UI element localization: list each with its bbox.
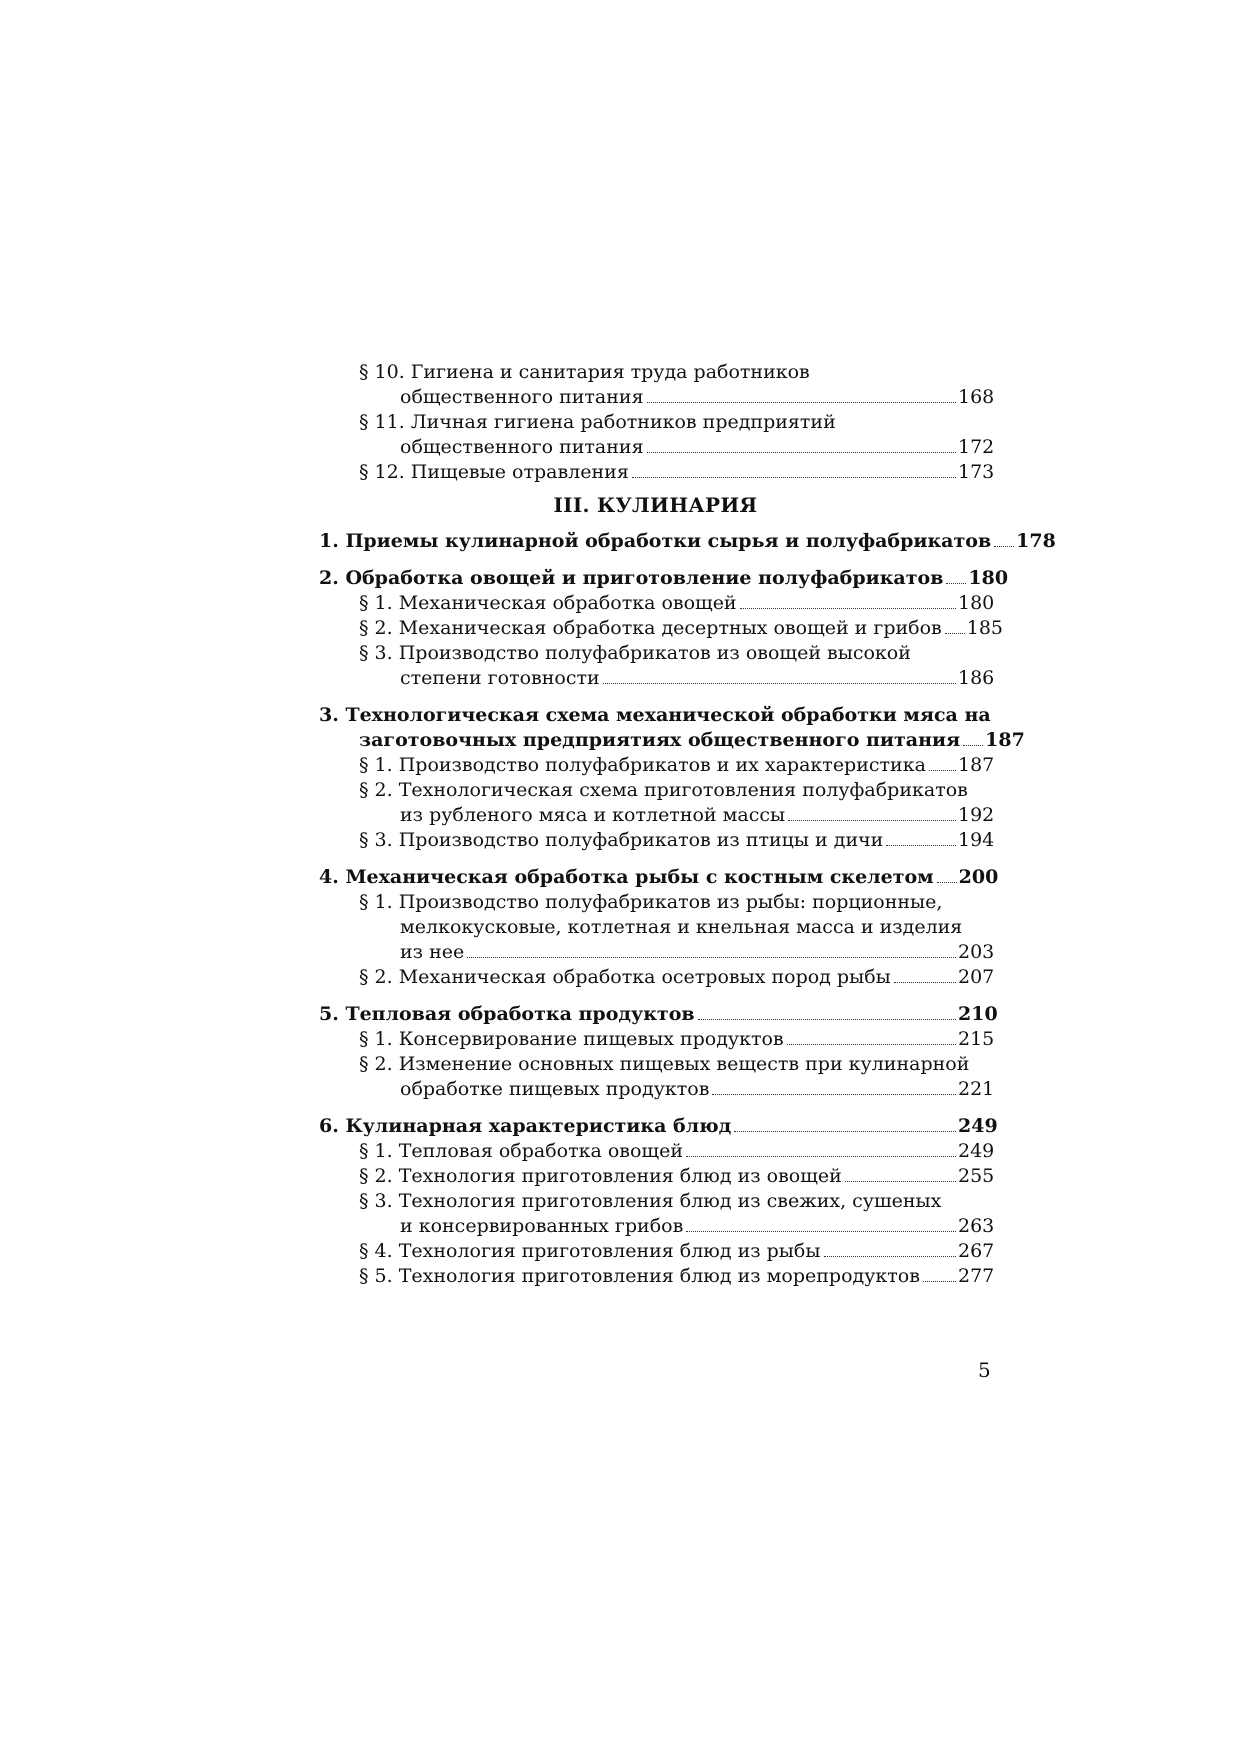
toc-leader-dots — [937, 882, 957, 883]
toc-entry — [319, 803, 995, 828]
toc-entry-page: 187 — [958, 754, 995, 776]
toc-entry-page: 249 — [958, 1115, 998, 1137]
toc-entry-page: 277 — [958, 1265, 995, 1287]
toc-entry-title: 5. Тепловая обработка продуктов — [319, 1003, 695, 1025]
toc-entry-page: 200 — [958, 866, 999, 888]
toc-entry-title: § 1. Механическая обработка овощей — [359, 592, 737, 614]
toc-entry-title: § 2. Изменение основных пищевых веществ при кулинарной — [359, 1053, 970, 1075]
toc-entry-title: общественного питания — [400, 386, 644, 408]
toc-leader-dots — [788, 820, 956, 821]
toc-leader-dots — [647, 402, 956, 403]
toc-entry-title: 4. Механическая обработка рыбы с костным скелетом — [319, 866, 934, 888]
toc-entry-page: 187 — [985, 729, 1025, 751]
toc-entry — [319, 410, 992, 435]
toc-entry-title: § 4. Технология приготовления блюд из рыбы — [359, 1240, 821, 1262]
toc-entry-title: § 1. Тепловая обработка овощей — [359, 1140, 683, 1162]
toc-entry-page: 194 — [958, 829, 995, 851]
toc-entry-title: 1. Приемы кулинарной обработки сырья и полуфабрикатов — [319, 530, 992, 552]
toc-entry-title: 2. Обработка овощей и приготовление полуфабрикатов — [319, 567, 944, 589]
toc-entry-page: 249 — [958, 1140, 995, 1162]
toc-entry — [319, 965, 995, 990]
toc-entry — [319, 890, 992, 915]
toc-leader-dots — [787, 1044, 956, 1045]
toc-entry — [319, 1214, 995, 1239]
toc-entry — [319, 641, 992, 666]
toc-top-list — [319, 360, 995, 485]
toc-entry-page: 267 — [958, 1240, 995, 1262]
toc-entry-title: и консервированных грибов — [400, 1215, 684, 1237]
toc-entry-page: 215 — [958, 1028, 995, 1050]
toc-entry-page: 168 — [958, 386, 995, 408]
toc-leader-dots — [734, 1131, 956, 1132]
toc-entry-page: 192 — [958, 804, 995, 826]
toc-entry — [319, 865, 999, 890]
toc-entry — [319, 616, 1004, 641]
toc-entry-page: 180 — [968, 567, 1009, 589]
toc-entry-title: § 3. Производство полуфабрикатов из овощей высокой — [359, 642, 911, 664]
toc-leader-dots — [929, 770, 956, 771]
toc-leader-dots — [632, 477, 956, 478]
toc-entry-title: общественного питания — [400, 436, 644, 458]
toc-entry — [319, 1139, 995, 1164]
toc-entry-title: § 2. Механическая обработка осетровых пород рыбы — [359, 966, 891, 988]
toc-leader-dots — [894, 982, 956, 983]
toc-entry — [319, 1002, 998, 1027]
toc-leader-dots — [824, 1256, 957, 1257]
toc-leader-dots — [963, 745, 983, 746]
toc-entry-title: § 1. Консервирование пищевых продуктов — [359, 1028, 784, 1050]
toc-entry — [319, 828, 995, 853]
section-title: III. КУЛИНАРИЯ — [553, 493, 758, 517]
toc-entry-page: 203 — [958, 941, 995, 963]
toc-gap — [319, 554, 992, 566]
toc-entry — [319, 778, 992, 803]
toc-entry-page: 172 — [958, 436, 995, 458]
toc-entry — [319, 529, 1056, 554]
toc-entry-title: § 5. Технология приготовления блюд из морепродуктов — [359, 1265, 920, 1287]
toc-entry-page: 180 — [958, 592, 995, 614]
toc-entry — [319, 591, 995, 616]
toc-entry — [319, 1077, 995, 1102]
toc-entry — [319, 1189, 992, 1214]
toc-entry — [319, 915, 992, 940]
toc-entry — [319, 728, 1025, 753]
toc-entry — [319, 435, 995, 460]
toc-entry-title: § 2. Технология приготовления блюд из овощей — [359, 1165, 842, 1187]
toc-entry-page: 207 — [958, 966, 995, 988]
toc-gap — [319, 990, 992, 1002]
toc-leader-dots — [946, 583, 966, 584]
toc-gap — [319, 853, 992, 865]
toc-entry-page: 255 — [958, 1165, 995, 1187]
toc-entry-title: обработке пищевых продуктов — [400, 1078, 710, 1100]
toc-leader-dots — [686, 1231, 956, 1232]
toc-entry-page: 263 — [958, 1215, 995, 1237]
toc-entry-page: 185 — [966, 617, 1004, 639]
toc-leader-dots — [740, 608, 956, 609]
toc-leader-dots — [686, 1156, 956, 1157]
toc-gap — [319, 691, 992, 703]
toc-main-list — [319, 529, 1056, 1289]
toc-entry-title: § 12. Пищевые отравления — [359, 461, 629, 483]
toc-leader-dots — [886, 845, 956, 846]
toc-leader-dots — [994, 546, 1014, 547]
toc-entry — [319, 460, 995, 485]
toc-entry — [319, 703, 992, 728]
toc-entry-page: 210 — [958, 1003, 998, 1025]
toc-entry — [319, 666, 995, 691]
table-of-contents — [319, 360, 1056, 1289]
toc-leader-dots — [698, 1019, 956, 1020]
toc-entry-page: 221 — [958, 1078, 995, 1100]
toc-entry-title: степени готовности — [400, 667, 600, 689]
toc-entry-title: 3. Технологическая схема механической обработки мяса на — [319, 704, 991, 726]
toc-entry-title: § 2. Технологическая схема приготовления полуфабрикатов — [359, 779, 968, 801]
toc-entry — [319, 566, 1009, 591]
toc-entry-page: 186 — [958, 667, 995, 689]
toc-leader-dots — [945, 633, 965, 634]
toc-entry — [319, 1264, 995, 1289]
toc-entry — [319, 940, 995, 965]
toc-entry-title: мелкокусковые, котлетная и кнельная масса и изделия — [400, 916, 963, 938]
toc-entry-title: § 2. Механическая обработка десертных овощей и грибов — [359, 617, 942, 639]
toc-leader-dots — [845, 1181, 956, 1182]
toc-entry-title: § 3. Производство полуфабрикатов из птицы и дичи — [359, 829, 884, 851]
toc-entry — [319, 1164, 995, 1189]
page-number: 5 — [978, 1358, 991, 1382]
toc-entry — [319, 1239, 995, 1264]
toc-leader-dots — [467, 957, 956, 958]
toc-entry-title: § 1. Производство полуфабрикатов из рыбы: порционные, — [359, 891, 943, 913]
toc-leader-dots — [712, 1094, 956, 1095]
toc-entry — [319, 360, 992, 385]
toc-entry-page: 178 — [1016, 530, 1056, 552]
toc-leader-dots — [647, 452, 956, 453]
toc-entry-title: § 1. Производство полуфабрикатов и их характеристика — [359, 754, 926, 776]
toc-gap — [319, 1102, 992, 1114]
toc-entry — [319, 753, 995, 778]
toc-entry — [319, 1114, 998, 1139]
toc-entry-title: из нее — [400, 941, 465, 963]
toc-entry-page: 173 — [958, 461, 995, 483]
toc-entry — [319, 1027, 995, 1052]
toc-entry-title: заготовочных предприятиях общественного питания — [359, 729, 961, 751]
toc-leader-dots — [603, 683, 956, 684]
toc-entry-title: из рубленого мяса и котлетной массы — [400, 804, 786, 826]
toc-entry-title: § 11. Личная гигиена работников предприятий — [359, 411, 836, 433]
toc-entry-title: 6. Кулинарная характеристика блюд — [319, 1115, 732, 1137]
toc-entry-title: § 10. Гигиена и санитария труда работников — [359, 361, 810, 383]
toc-leader-dots — [923, 1281, 956, 1282]
toc-entry — [319, 1052, 992, 1077]
toc-entry-title: § 3. Технология приготовления блюд из свежих, сушеных — [359, 1190, 942, 1212]
toc-entry — [319, 385, 995, 410]
